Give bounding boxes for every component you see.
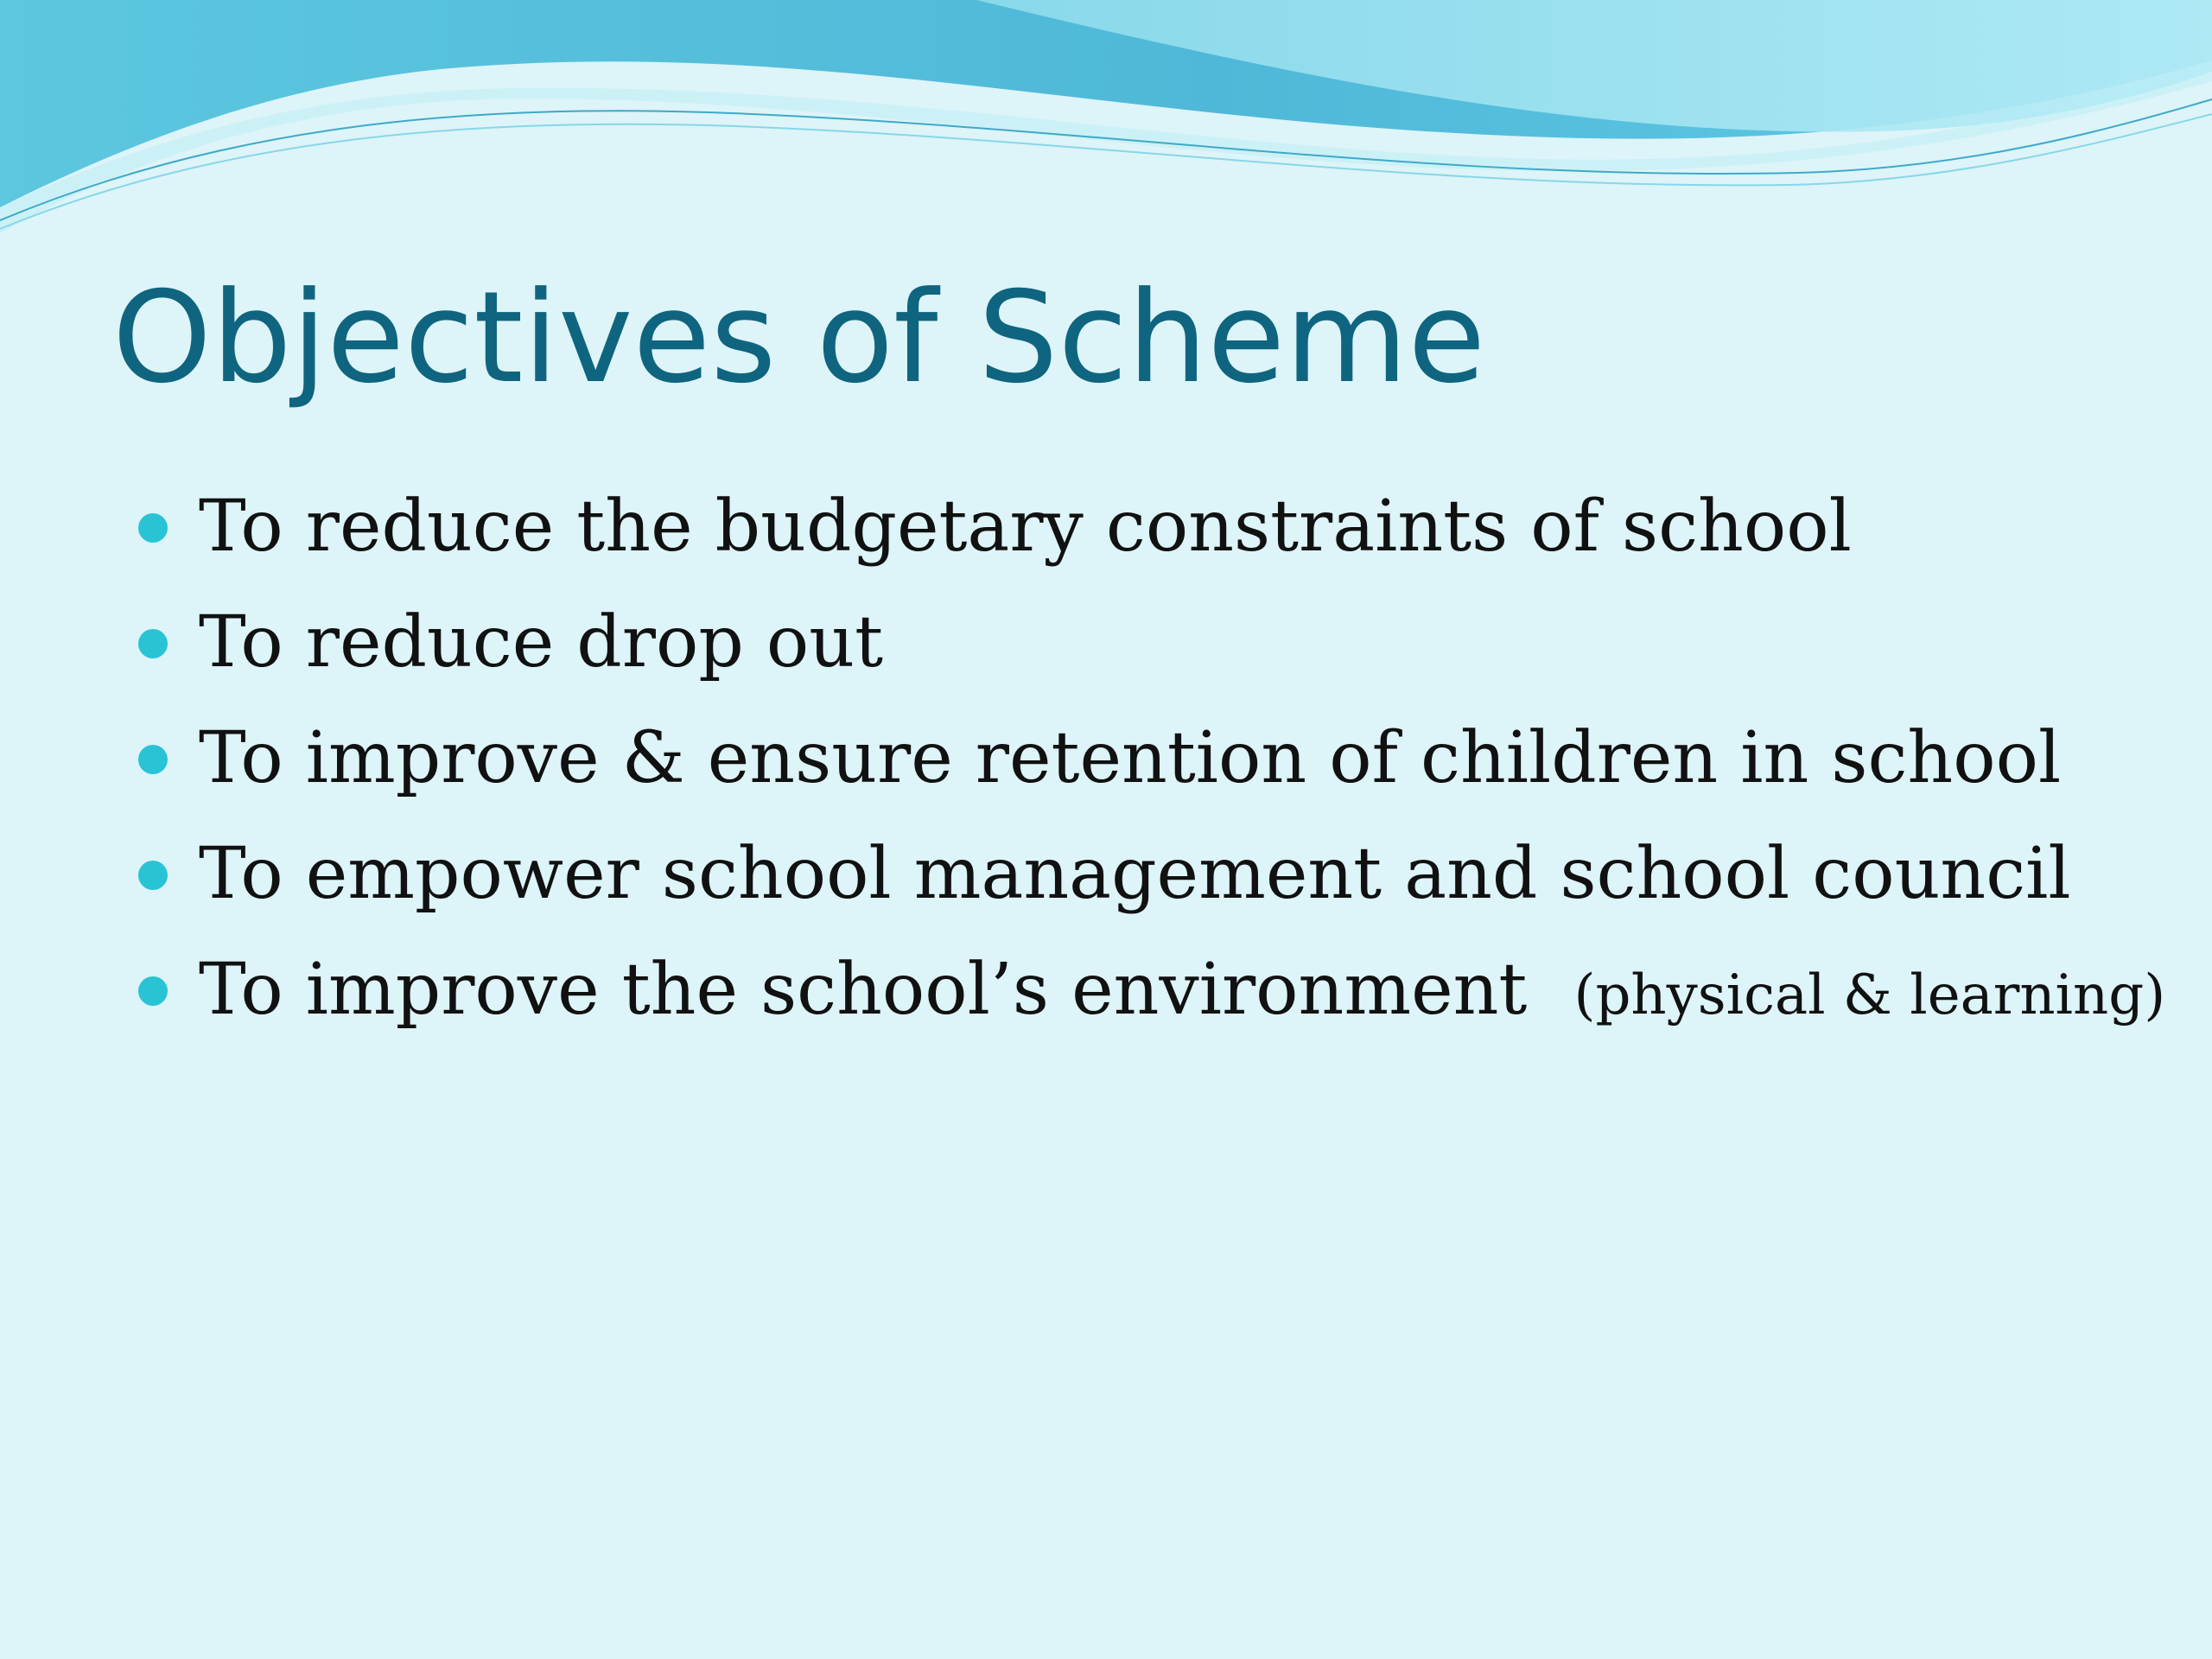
bullet-dot-icon	[138, 976, 168, 1006]
bullet-text: To reduce drop out	[199, 601, 884, 683]
decorative-wave-header	[0, 0, 2212, 259]
bullet-item	[138, 600, 2165, 715]
bullet-note: (physical & learning)	[1573, 963, 2166, 1027]
bullet-dot-icon	[138, 629, 168, 658]
bullet-text: To reduce the budgetary constraints of school	[199, 486, 1852, 568]
slide-title: Objectives of Scheme	[112, 264, 1486, 411]
bullet-item	[138, 715, 2165, 831]
bullet-item	[138, 484, 2165, 600]
bullet-dot-icon	[138, 861, 168, 890]
bullet-text: To improve & ensure retention of children in school	[199, 717, 2062, 799]
bullet-item	[138, 831, 2165, 947]
objectives-list	[138, 484, 2165, 1063]
bullet-dot-icon	[138, 745, 168, 774]
bullet-item	[138, 947, 2165, 1063]
bullet-text: To improve the school’s environment	[199, 949, 1528, 1031]
bullet-dot-icon	[138, 513, 168, 543]
bullet-text: To empower school management and school council	[199, 833, 2071, 915]
